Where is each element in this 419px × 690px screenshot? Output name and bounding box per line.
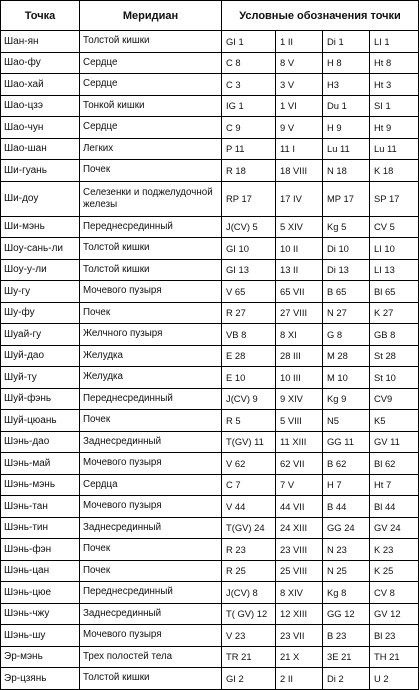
notation-code-1-cell: GI 2	[222, 668, 276, 690]
notation-code-3-cell: Di 1	[323, 31, 370, 53]
notation-code-2-cell: 23 VII	[276, 625, 323, 647]
meridian-cell: Толстой кишки	[80, 238, 222, 260]
point-name-cell: Шэнь-фэн	[1, 539, 80, 561]
point-name-cell: Эр-цзянь	[1, 668, 80, 690]
notation-code-4-cell: Ht 7	[370, 474, 419, 496]
notation-code-3-cell: B 65	[323, 281, 370, 303]
table-row	[1, 582, 419, 604]
notation-code-2-cell: 23 VIII	[276, 539, 323, 561]
point-name-cell: Ши-доу	[1, 181, 80, 216]
point-name-cell: Шэнь-шу	[1, 625, 80, 647]
point-name-cell: Шэнь-тан	[1, 496, 80, 518]
notation-code-1-cell: R 18	[222, 160, 276, 182]
notation-code-3-cell: B 44	[323, 496, 370, 518]
point-name-cell: Шэнь-май	[1, 453, 80, 475]
notation-code-3-cell: Kg 5	[323, 216, 370, 238]
meridian-cell: Сердце	[80, 117, 222, 139]
notation-code-2-cell: 1 II	[276, 31, 323, 53]
notation-code-3-cell: Lu 11	[323, 138, 370, 160]
point-name-cell: Шуай-гу	[1, 324, 80, 346]
notation-code-2-cell: 9 V	[276, 117, 323, 139]
notation-code-3-cell: Di 13	[323, 259, 370, 281]
point-name-cell: Шэнь-дао	[1, 431, 80, 453]
table-row	[1, 95, 419, 117]
meridian-cell: Мочевого пузыря	[80, 453, 222, 475]
notation-code-1-cell: T( GV) 12	[222, 603, 276, 625]
table-row	[1, 181, 419, 216]
point-name-cell: Шоу-у-ли	[1, 259, 80, 281]
notation-code-2-cell: 13 II	[276, 259, 323, 281]
point-name-cell: Шэнь-цюе	[1, 582, 80, 604]
notation-code-3-cell: H 7	[323, 474, 370, 496]
notation-code-2-cell: 8 V	[276, 52, 323, 74]
notation-code-4-cell: GB 8	[370, 324, 419, 346]
notation-code-2-cell: 2 II	[276, 668, 323, 690]
notation-code-1-cell: R 27	[222, 302, 276, 324]
point-name-cell: Шао-фу	[1, 52, 80, 74]
notation-code-2-cell: 25 VIII	[276, 560, 323, 582]
table-row	[1, 281, 419, 303]
meridian-cell: Почек	[80, 539, 222, 561]
notation-code-3-cell: H 8	[323, 52, 370, 74]
notation-code-4-cell: Bl 23	[370, 625, 419, 647]
point-name-cell: Шу-гу	[1, 281, 80, 303]
notation-code-1-cell: C 3	[222, 74, 276, 96]
notation-code-4-cell: LI 10	[370, 238, 419, 260]
point-name-cell: Шао-чун	[1, 117, 80, 139]
notation-code-1-cell: GI 10	[222, 238, 276, 260]
notation-code-1-cell: R 23	[222, 539, 276, 561]
point-name-cell: Шуй-дао	[1, 345, 80, 367]
notation-code-4-cell: St 28	[370, 345, 419, 367]
point-name-cell: Шао-цзэ	[1, 95, 80, 117]
notation-code-2-cell: 65 VII	[276, 281, 323, 303]
notation-code-4-cell: GV 11	[370, 431, 419, 453]
meridian-cell: Желудка	[80, 345, 222, 367]
notation-code-4-cell: Ht 8	[370, 52, 419, 74]
table-row	[1, 302, 419, 324]
notation-code-1-cell: VB 8	[222, 324, 276, 346]
point-name-cell: Шэнь-цан	[1, 560, 80, 582]
table-row	[1, 345, 419, 367]
table-row	[1, 431, 419, 453]
meridian-cell: Сердца	[80, 474, 222, 496]
notation-code-2-cell: 8 XIV	[276, 582, 323, 604]
meridian-cell: Почек	[80, 160, 222, 182]
table-row	[1, 474, 419, 496]
notation-code-4-cell: TH 21	[370, 646, 419, 668]
notation-code-1-cell: RP 17	[222, 181, 276, 216]
notation-code-3-cell: G 8	[323, 324, 370, 346]
point-name-cell: Шуй-цюань	[1, 410, 80, 432]
table-row	[1, 117, 419, 139]
notation-code-3-cell: Di 10	[323, 238, 370, 260]
notation-code-4-cell: K 25	[370, 560, 419, 582]
table-row	[1, 646, 419, 668]
meridian-cell: Заднесрединный	[80, 603, 222, 625]
notation-code-4-cell: U 2	[370, 668, 419, 690]
meridian-cell: Желудка	[80, 367, 222, 389]
notation-code-1-cell: C 7	[222, 474, 276, 496]
notation-code-4-cell: CV 5	[370, 216, 419, 238]
table-row	[1, 216, 419, 238]
meridian-cell: Сердце	[80, 74, 222, 96]
meridian-cell: Заднесрединный	[80, 431, 222, 453]
notation-code-3-cell: 3E 21	[323, 646, 370, 668]
notation-code-1-cell: V 23	[222, 625, 276, 647]
meridian-cell: Мочевого пузыря	[80, 625, 222, 647]
table-row	[1, 238, 419, 260]
table-row	[1, 52, 419, 74]
notation-code-4-cell: LI 13	[370, 259, 419, 281]
notation-code-4-cell: LI 1	[370, 31, 419, 53]
notation-code-4-cell: K 23	[370, 539, 419, 561]
table-row	[1, 560, 419, 582]
notation-code-2-cell: 3 V	[276, 74, 323, 96]
notation-code-2-cell: 44 VII	[276, 496, 323, 518]
meridian-cell: Заднесрединный	[80, 517, 222, 539]
notation-code-3-cell: Du 1	[323, 95, 370, 117]
notation-code-4-cell: Bl 65	[370, 281, 419, 303]
notation-code-2-cell: 11 I	[276, 138, 323, 160]
point-name-cell: Шэнь-тин	[1, 517, 80, 539]
point-name-cell: Шу-фу	[1, 302, 80, 324]
notation-code-4-cell: Ht 3	[370, 74, 419, 96]
table-row	[1, 496, 419, 518]
table-row	[1, 517, 419, 539]
notation-code-3-cell: M 10	[323, 367, 370, 389]
notation-code-3-cell: H 9	[323, 117, 370, 139]
table-row	[1, 367, 419, 389]
notation-code-1-cell: V 44	[222, 496, 276, 518]
meridian-cell: Толстой кишки	[80, 668, 222, 690]
notation-code-2-cell: 9 XIV	[276, 388, 323, 410]
notation-code-1-cell: P 11	[222, 138, 276, 160]
notation-code-2-cell: 5 VIII	[276, 410, 323, 432]
notation-code-2-cell: 62 VII	[276, 453, 323, 475]
header-meridian: Меридиан	[80, 1, 222, 31]
notation-code-4-cell: K 27	[370, 302, 419, 324]
notation-code-1-cell: R 25	[222, 560, 276, 582]
meridian-cell: Переднесрединный	[80, 388, 222, 410]
notation-code-3-cell: B 23	[323, 625, 370, 647]
point-name-cell: Ши-гуань	[1, 160, 80, 182]
notation-code-2-cell: 1 VI	[276, 95, 323, 117]
notation-code-1-cell: J(CV) 8	[222, 582, 276, 604]
notation-code-3-cell: N 25	[323, 560, 370, 582]
notation-code-3-cell: Kg 8	[323, 582, 370, 604]
point-name-cell: Шао-шан	[1, 138, 80, 160]
notation-code-2-cell: 21 X	[276, 646, 323, 668]
notation-code-1-cell: GI 1	[222, 31, 276, 53]
table-row	[1, 668, 419, 690]
notation-code-2-cell: 24 XIII	[276, 517, 323, 539]
meridian-cell: Сердце	[80, 52, 222, 74]
notation-code-4-cell: SI 1	[370, 95, 419, 117]
meridian-cell: Толстой кишки	[80, 31, 222, 53]
notation-code-3-cell: GG 24	[323, 517, 370, 539]
notation-code-3-cell: N 23	[323, 539, 370, 561]
notation-code-3-cell: N 27	[323, 302, 370, 324]
notation-code-3-cell: Di 2	[323, 668, 370, 690]
meridian-cell: Тонкой кишки	[80, 95, 222, 117]
notation-code-4-cell: Bl 62	[370, 453, 419, 475]
notation-code-3-cell: M 28	[323, 345, 370, 367]
meridian-cell: Легких	[80, 138, 222, 160]
notation-code-1-cell: TR 21	[222, 646, 276, 668]
notation-code-2-cell: 18 VIII	[276, 160, 323, 182]
meridian-cell: Мочевого пузыря	[80, 496, 222, 518]
point-name-cell: Шуй-фэнь	[1, 388, 80, 410]
notation-code-2-cell: 5 XIV	[276, 216, 323, 238]
notation-code-3-cell: MP 17	[323, 181, 370, 216]
meridian-cell: Почек	[80, 302, 222, 324]
point-name-cell: Шан-ян	[1, 31, 80, 53]
notation-code-2-cell: 27 VIII	[276, 302, 323, 324]
notation-code-1-cell: V 65	[222, 281, 276, 303]
notation-code-3-cell: GG 12	[323, 603, 370, 625]
notation-code-2-cell: 12 XIII	[276, 603, 323, 625]
point-name-cell: Эр-мэнь	[1, 646, 80, 668]
notation-code-4-cell: Bl 44	[370, 496, 419, 518]
notation-code-4-cell: SP 17	[370, 181, 419, 216]
notation-code-1-cell: E 10	[222, 367, 276, 389]
meridian-cell: Переднесрединный	[80, 216, 222, 238]
notation-code-1-cell: R 5	[222, 410, 276, 432]
point-name-cell: Шуй-ту	[1, 367, 80, 389]
point-name-cell: Шэнь-чжу	[1, 603, 80, 625]
notation-code-2-cell: 7 V	[276, 474, 323, 496]
table-row	[1, 539, 419, 561]
meridian-cell: Толстой кишки	[80, 259, 222, 281]
notation-code-3-cell: GG 11	[323, 431, 370, 453]
meridian-cell: Трех полостей тела	[80, 646, 222, 668]
notation-code-4-cell: CV9	[370, 388, 419, 410]
meridian-cell: Почек	[80, 410, 222, 432]
notation-code-3-cell: N5	[323, 410, 370, 432]
table-row	[1, 31, 419, 53]
table-row	[1, 259, 419, 281]
header-point: Точка	[1, 1, 80, 31]
notation-code-1-cell: J(CV) 9	[222, 388, 276, 410]
header-notation: Условные обозначения точки	[222, 1, 419, 31]
notation-code-2-cell: 11 XIII	[276, 431, 323, 453]
notation-code-1-cell: C 9	[222, 117, 276, 139]
notation-code-1-cell: GI 13	[222, 259, 276, 281]
notation-code-4-cell: GV 12	[370, 603, 419, 625]
table-row	[1, 324, 419, 346]
notation-code-3-cell: H3	[323, 74, 370, 96]
table-header-row	[1, 1, 419, 31]
meridian-cell: Селезенки и поджелудочной железы	[80, 181, 222, 216]
notation-code-1-cell: T(GV) 11	[222, 431, 276, 453]
notation-code-4-cell: St 10	[370, 367, 419, 389]
notation-code-2-cell: 17 IV	[276, 181, 323, 216]
notation-code-4-cell: K5	[370, 410, 419, 432]
meridian-cell: Почек	[80, 560, 222, 582]
table-row	[1, 603, 419, 625]
notation-code-4-cell: Lu 11	[370, 138, 419, 160]
notation-code-3-cell: N 18	[323, 160, 370, 182]
table-row	[1, 625, 419, 647]
notation-code-2-cell: 28 III	[276, 345, 323, 367]
notation-code-4-cell: GV 24	[370, 517, 419, 539]
point-name-cell: Ши-мэнь	[1, 216, 80, 238]
notation-code-2-cell: 8 XI	[276, 324, 323, 346]
table-row	[1, 74, 419, 96]
meridian-cell: Переднесрединный	[80, 582, 222, 604]
notation-code-1-cell: V 62	[222, 453, 276, 475]
notation-code-1-cell: T(GV) 24	[222, 517, 276, 539]
notation-code-2-cell: 10 II	[276, 238, 323, 260]
table-row	[1, 138, 419, 160]
table-row	[1, 410, 419, 432]
notation-code-2-cell: 10 III	[276, 367, 323, 389]
notation-code-1-cell: E 28	[222, 345, 276, 367]
point-name-cell: Шоу-сань-ли	[1, 238, 80, 260]
meridian-cell: Желчного пузыря	[80, 324, 222, 346]
notation-code-3-cell: Kg 9	[323, 388, 370, 410]
point-name-cell: Шэнь-мэнь	[1, 474, 80, 496]
notation-code-4-cell: CV 8	[370, 582, 419, 604]
notation-code-1-cell: J(CV) 5	[222, 216, 276, 238]
table-row	[1, 453, 419, 475]
meridian-cell: Мочевого пузыря	[80, 281, 222, 303]
table-row	[1, 388, 419, 410]
notation-code-4-cell: Ht 9	[370, 117, 419, 139]
point-name-cell: Шао-хай	[1, 74, 80, 96]
notation-code-1-cell: C 8	[222, 52, 276, 74]
notation-code-3-cell: B 62	[323, 453, 370, 475]
table-row	[1, 160, 419, 182]
notation-code-1-cell: IG 1	[222, 95, 276, 117]
notation-code-4-cell: K 18	[370, 160, 419, 182]
